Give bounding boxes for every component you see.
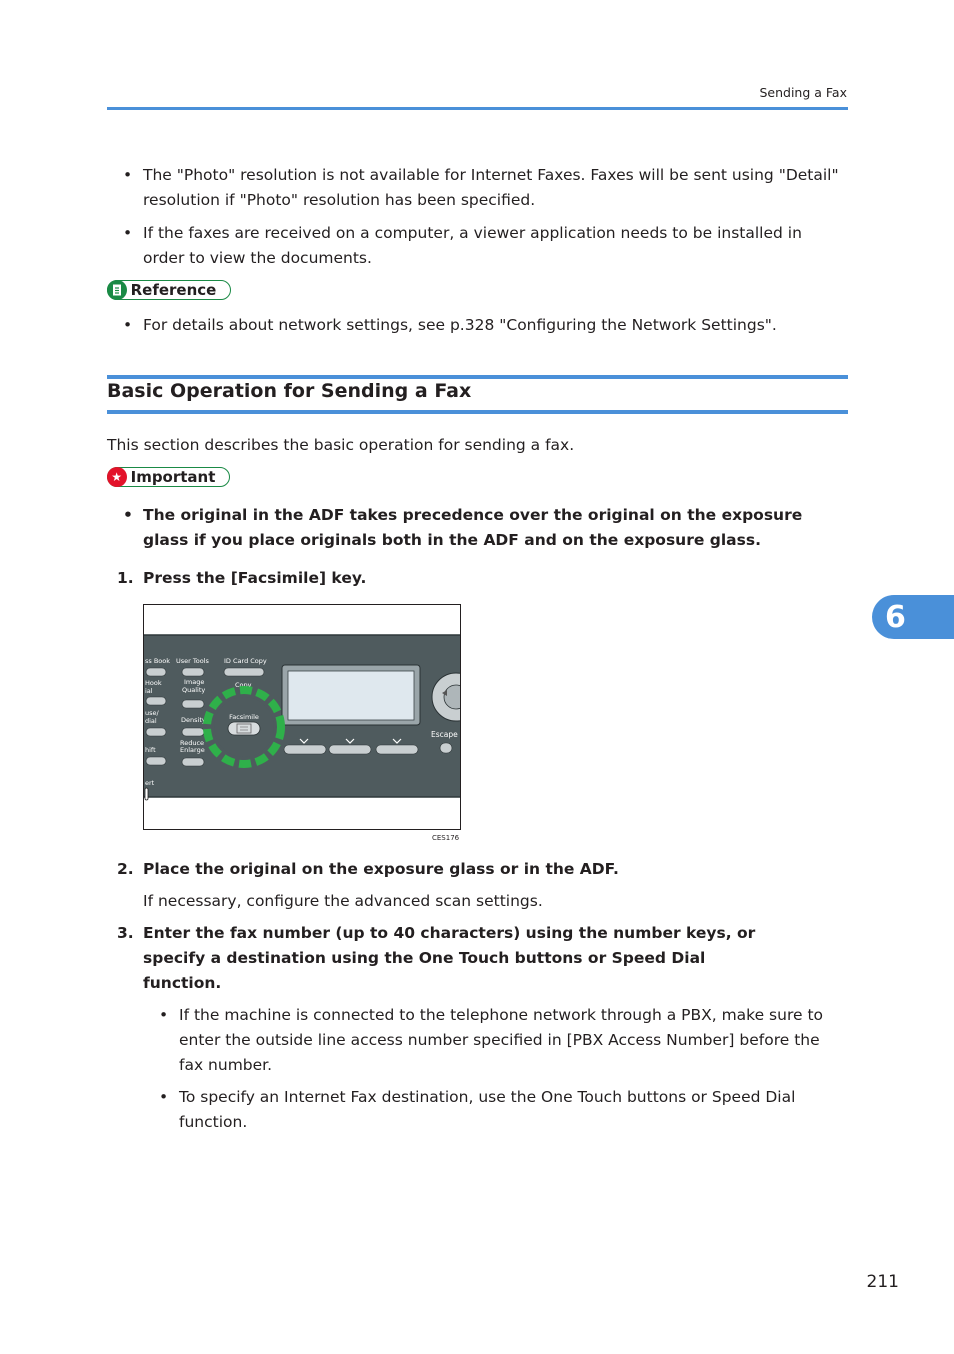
step-1	[107, 566, 848, 591]
page-number: 211	[866, 1272, 899, 1292]
section-rule-bottom	[107, 410, 848, 414]
label-reduce: Reduce	[180, 739, 205, 747]
label-id-card-copy: ID Card Copy	[224, 657, 267, 665]
section-title: Basic Operation for Sending a Fax	[107, 380, 472, 402]
step-2	[107, 857, 848, 914]
step-bullet: • If the machine is connected to the telephone network through a PBX, make sure to enter the outside line access number specified in [PBX Access Number] before the fax number.	[143, 1003, 848, 1078]
control-panel-figure	[143, 604, 461, 830]
section-rule-top	[107, 375, 848, 379]
reference-item: • For details about network settings, see p.328 "Configuring the Network Settings".	[107, 313, 848, 338]
reference-label: Reference	[130, 281, 217, 299]
reference-list	[107, 313, 848, 338]
label-quality: Quality	[182, 686, 206, 694]
label-pause: use/	[145, 709, 159, 717]
step-text: Place the original on the exposure glass or in the ADF.	[143, 860, 619, 878]
label-address-book: ss Book	[145, 657, 171, 665]
label-copy: Copy	[235, 681, 252, 689]
control-panel-illustration	[144, 605, 460, 829]
step-number: 2.	[117, 860, 134, 878]
label-dial: ial	[145, 687, 153, 695]
label-on-hook: Hook	[145, 679, 162, 687]
step-text: Press the [Facsimile] key.	[143, 569, 367, 587]
reference-icon	[107, 280, 127, 300]
step-detail: If necessary, configure the advanced scan settings.	[143, 892, 543, 910]
label-density: Density	[181, 716, 206, 724]
header-rule	[107, 107, 848, 110]
label-redial: dial	[145, 717, 157, 725]
label-enlarge: Enlarge	[180, 746, 205, 754]
reference-badge	[107, 280, 231, 300]
step-bullet: • To specify an Internet Fax destination, use the One Touch buttons or Speed Dial function.	[143, 1085, 848, 1135]
note-item: • If the faxes are received on a computer, a viewer application needs to be installed in order to view the documents.	[107, 221, 848, 271]
label-user-tools: User Tools	[176, 657, 209, 665]
notes-list	[107, 163, 848, 271]
section-intro: This section describes the basic operation for sending a fax.	[107, 436, 575, 454]
label-escape: Escape	[431, 730, 458, 739]
figure-code: CES176	[432, 834, 460, 842]
important-badge	[107, 467, 230, 487]
running-head: Sending a Fax	[759, 85, 847, 100]
important-list	[107, 503, 827, 553]
star-icon: ★	[107, 467, 127, 487]
step-3	[107, 921, 848, 1135]
note-item: • The "Photo" resolution is not available for Internet Faxes. Faxes will be sent using "Detail" resolution if "Photo" resolution has been specified.	[107, 163, 848, 213]
label-alert: ert	[145, 779, 155, 787]
chapter-tab: 6	[872, 595, 954, 639]
lcd-screen	[288, 671, 414, 720]
step-number: 1.	[117, 569, 134, 587]
label-shift: hift	[145, 746, 156, 754]
step-bullets	[107, 1003, 848, 1135]
step-number: 3.	[117, 924, 134, 942]
important-label: Important	[130, 468, 216, 486]
step-text: Enter the fax number (up to 40 characters) using the number keys, or specify a destination using the One Touch buttons or Speed Dial function.	[143, 924, 756, 992]
important-item: • The original in the ADF takes precedence over the original on the exposure glass if you place originals both in the ADF and on the exposure glass.	[107, 503, 827, 553]
label-image: Image	[184, 678, 205, 686]
label-facsimile: Facsimile	[229, 713, 259, 721]
